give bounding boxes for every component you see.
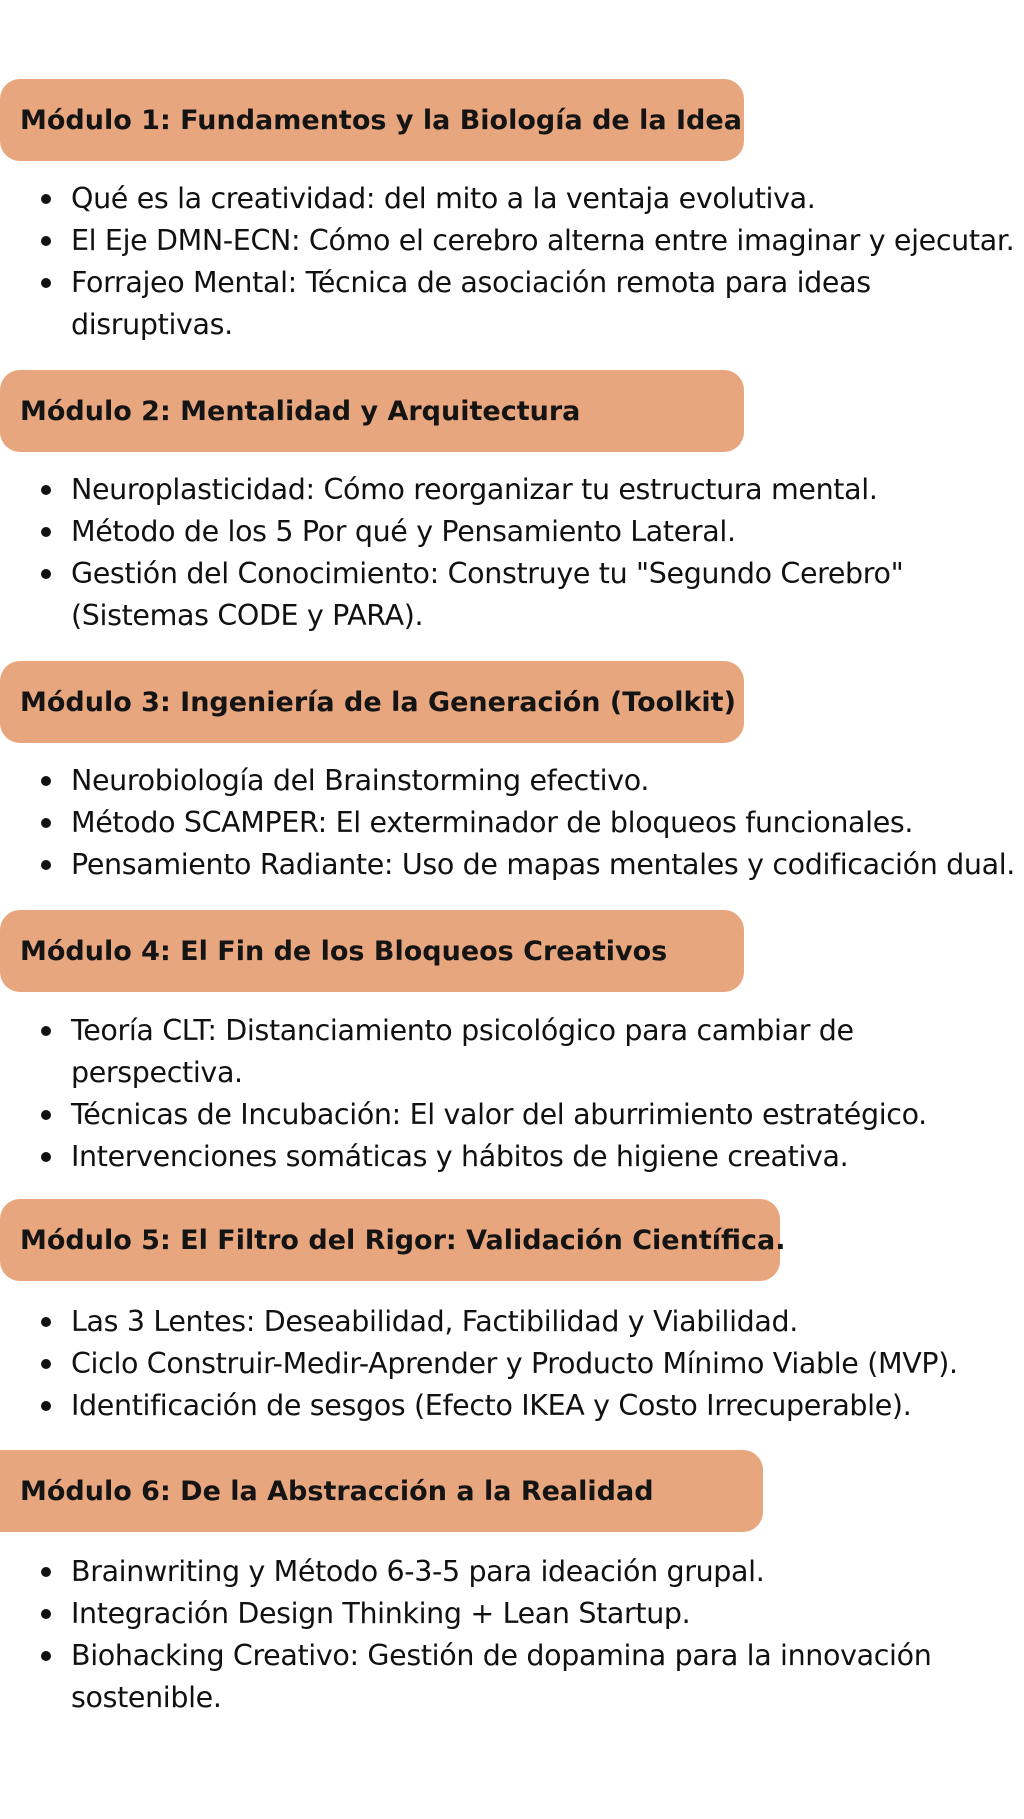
module-2-header xyxy=(0,370,744,452)
module-4-list xyxy=(36,1010,1021,1178)
module-3-title: Módulo 3: Ingeniería de la Generación (Toolkit) xyxy=(20,686,736,718)
module-4-title: Módulo 4: El Fin de los Bloqueos Creativos xyxy=(20,935,668,967)
list-item: Intervenciones somáticas y hábitos de higiene creativa. xyxy=(36,1136,1021,1178)
module-6-title: Módulo 6: De la Abstracción a la Realidad xyxy=(20,1475,654,1507)
module-6-list xyxy=(36,1551,1021,1719)
list-item: Técnicas de Incubación: El valor del aburrimiento estratégico. xyxy=(36,1094,1021,1136)
module-5-header xyxy=(0,1199,786,1281)
list-item: Teoría CLT: Distanciamiento psicológico para cambiar de perspectiva. xyxy=(36,1010,1021,1094)
module-4-header xyxy=(0,910,744,992)
list-item: El Eje DMN-ECN: Cómo el cerebro alterna entre imaginar y ejecutar. xyxy=(36,220,1021,262)
list-item: Qué es la creatividad: del mito a la ventaja evolutiva. xyxy=(36,178,1021,220)
list-item: Pensamiento Radiante: Uso de mapas mentales y codificación dual. xyxy=(36,844,1021,886)
list-item: Forrajeo Mental: Técnica de asociación remota para ideas disruptivas. xyxy=(36,262,1021,346)
module-1-list xyxy=(36,178,1021,346)
module-3-header xyxy=(0,661,744,743)
module-5-list xyxy=(36,1301,1021,1427)
list-item: Neurobiología del Brainstorming efectivo. xyxy=(36,760,1021,802)
list-item: Integración Design Thinking + Lean Startup. xyxy=(36,1593,1021,1635)
list-item: Identificación de sesgos (Efecto IKEA y Costo Irrecuperable). xyxy=(36,1385,1021,1427)
list-item: Neuroplasticidad: Cómo reorganizar tu estructura mental. xyxy=(36,469,1021,511)
module-5-title: Módulo 5: El Filtro del Rigor: Validación Científica. xyxy=(20,1224,786,1256)
list-item: Biohacking Creativo: Gestión de dopamina para la innovación sostenible. xyxy=(36,1635,1021,1719)
list-item: Brainwriting y Método 6-3-5 para ideación grupal. xyxy=(36,1551,1021,1593)
module-1-title: Módulo 1: Fundamentos y la Biología de la Idea xyxy=(20,104,742,136)
list-item: Ciclo Construir-Medir-Aprender y Producto Mínimo Viable (MVP). xyxy=(36,1343,1021,1385)
module-1-header xyxy=(0,79,744,161)
list-item: Las 3 Lentes: Deseabilidad, Factibilidad y Viabilidad. xyxy=(36,1301,1021,1343)
list-item: Gestión del Conocimiento: Construye tu "Segundo Cerebro" (Sistemas CODE y PARA). xyxy=(36,553,1021,637)
module-2-list xyxy=(36,469,1021,637)
module-2-title: Módulo 2: Mentalidad y Arquitectura xyxy=(20,395,581,427)
module-3-list xyxy=(36,760,1021,886)
list-item: Método de los 5 Por qué y Pensamiento Lateral. xyxy=(36,511,1021,553)
module-6-header xyxy=(0,1450,763,1532)
list-item: Método SCAMPER: El exterminador de bloqueos funcionales. xyxy=(36,802,1021,844)
